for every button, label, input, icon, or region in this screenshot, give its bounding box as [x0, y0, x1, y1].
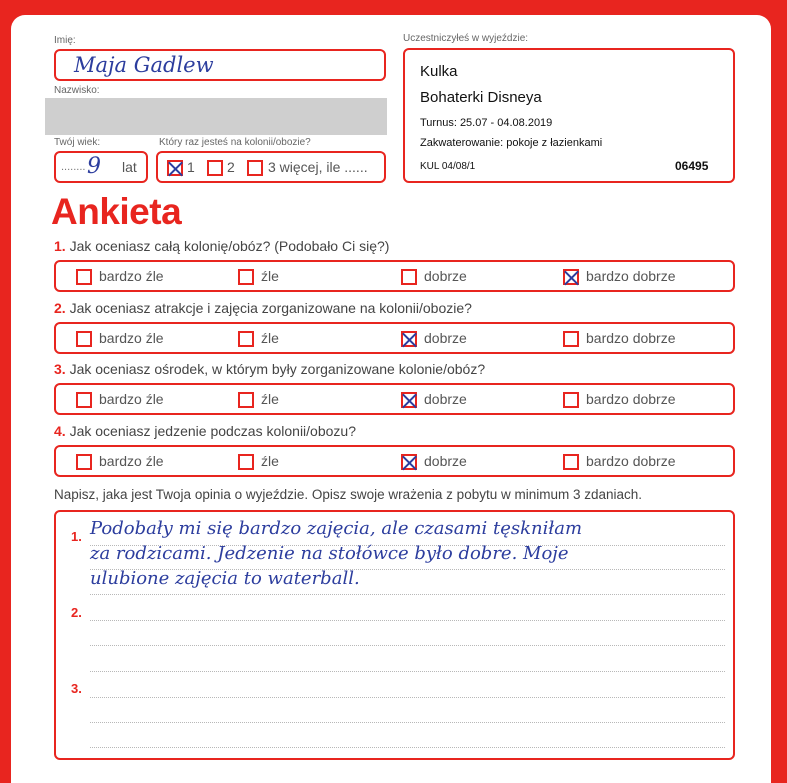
question-2-text: Jak oceniasz atrakcje i zajęcia zorganizowane na kolonii/obozie?	[69, 300, 472, 316]
opinion-number-3: 3.	[71, 681, 82, 696]
q1-option-zle: źle	[261, 268, 279, 284]
survey-sheet	[11, 15, 771, 783]
question-3-number: 3.	[54, 361, 66, 377]
q3-option-bardzo-dobrze: bardzo dobrze	[586, 391, 676, 407]
question-4-text: Jak oceniasz jedzenie podczas kolonii/obozu?	[69, 423, 356, 439]
opinion-box[interactable]	[54, 510, 735, 760]
times-label: Który raz jesteś na kolonii/obozie?	[159, 137, 311, 148]
redacted-surname	[45, 98, 387, 135]
times-option-1: 1	[187, 159, 195, 175]
surname-label: Nazwisko:	[54, 85, 100, 96]
question-1-answers	[54, 260, 735, 292]
q3-option-bardzo-zle: bardzo źle	[99, 391, 164, 407]
question-4-answers	[54, 445, 735, 477]
participant-label: Uczestniczyłeś w wyjeździe:	[403, 33, 529, 44]
question-1	[54, 238, 389, 254]
question-4	[54, 423, 356, 439]
times-field	[156, 151, 386, 183]
q1-checkbox-dobrze[interactable]	[401, 269, 417, 285]
question-3-answers	[54, 383, 735, 415]
times-checkbox-2[interactable]	[207, 160, 223, 176]
opinion-handwriting-line-2: za rodzicami. Jedzenie na stołówce było dobre. Moje	[90, 543, 569, 564]
q4-checkbox-bardzo-dobrze[interactable]	[563, 454, 579, 470]
camp-theme: Bohaterki Disneya	[420, 89, 542, 106]
age-unit: lat	[122, 159, 137, 175]
q2-checkbox-dobrze[interactable]	[401, 331, 417, 347]
opinion-handwriting-line-1: Podobały mi się bardzo zajęcia, ale czasami tęskniłam	[90, 518, 583, 539]
question-4-number: 4.	[54, 423, 66, 439]
camp-code: KUL 04/08/1	[420, 161, 476, 172]
camp-info-box	[403, 48, 735, 183]
q4-checkbox-dobrze[interactable]	[401, 454, 417, 470]
name-handwriting: Maja Gadlew	[74, 53, 214, 77]
q1-option-bardzo-dobrze: bardzo dobrze	[586, 268, 676, 284]
writing-line	[90, 620, 725, 621]
q4-checkbox-zle[interactable]	[238, 454, 254, 470]
question-1-number: 1.	[54, 238, 66, 254]
times-option-2: 2	[227, 159, 235, 175]
camp-name: Kulka	[420, 63, 458, 80]
q1-checkbox-zle[interactable]	[238, 269, 254, 285]
camp-number: 06495	[675, 159, 709, 173]
writing-line	[90, 697, 725, 698]
q1-checkbox-bardzo-dobrze[interactable]	[563, 269, 579, 285]
question-2	[54, 300, 472, 316]
q3-checkbox-dobrze[interactable]	[401, 392, 417, 408]
q3-checkbox-bardzo-dobrze[interactable]	[563, 392, 579, 408]
q1-option-dobrze: dobrze	[424, 268, 467, 284]
q3-checkbox-zle[interactable]	[238, 392, 254, 408]
q2-checkbox-bardzo-zle[interactable]	[76, 331, 92, 347]
q2-checkbox-zle[interactable]	[238, 331, 254, 347]
writing-line	[90, 594, 725, 595]
opinion-prompt: Napisz, jaka jest Twoja opinia o wyjeździe. Opisz swoje wrażenia z pobytu w minimum 3 zdaniach.	[54, 487, 643, 502]
q2-checkbox-bardzo-dobrze[interactable]	[563, 331, 579, 347]
age-field[interactable]	[54, 151, 148, 183]
q4-option-bardzo-dobrze: bardzo dobrze	[586, 453, 676, 469]
times-checkbox-3[interactable]	[247, 160, 263, 176]
question-3-text: Jak oceniasz ośrodek, w którym były zorganizowane kolonie/obóz?	[69, 361, 486, 377]
name-label: Imię:	[54, 35, 76, 46]
page-title: Ankieta	[51, 191, 182, 232]
q4-option-dobrze: dobrze	[424, 453, 467, 469]
turnus: Turnus: 25.07 - 04.08.2019	[420, 117, 553, 129]
q2-option-bardzo-dobrze: bardzo dobrze	[586, 330, 676, 346]
question-1-text: Jak oceniasz całą kolonię/obóz? (Podobało Ci się?)	[69, 238, 390, 254]
q2-option-bardzo-zle: bardzo źle	[99, 330, 164, 346]
writing-line	[90, 722, 725, 723]
age-label: Twój wiek:	[54, 137, 101, 148]
opinion-handwriting-line-3: ulubione zajęcia to waterball.	[90, 568, 360, 589]
q2-option-zle: źle	[261, 330, 279, 346]
writing-line	[90, 645, 725, 646]
age-handwriting: 9	[87, 154, 101, 179]
q4-option-bardzo-zle: bardzo źle	[99, 453, 164, 469]
q4-checkbox-bardzo-zle[interactable]	[76, 454, 92, 470]
question-2-number: 2.	[54, 300, 66, 316]
name-field[interactable]	[54, 49, 386, 81]
writing-line	[90, 747, 725, 748]
q1-option-bardzo-zle: bardzo źle	[99, 268, 164, 284]
zakwaterowanie: Zakwaterowanie: pokoje z łazienkami	[420, 137, 603, 149]
times-option-3: 3 więcej, ile ......	[268, 159, 368, 175]
q1-checkbox-bardzo-zle[interactable]	[76, 269, 92, 285]
age-dots: ........	[61, 161, 86, 173]
question-2-answers	[54, 322, 735, 354]
q4-option-zle: źle	[261, 453, 279, 469]
times-checkbox-1[interactable]	[167, 160, 183, 176]
q3-checkbox-bardzo-zle[interactable]	[76, 392, 92, 408]
opinion-number-2: 2.	[71, 605, 82, 620]
writing-line	[90, 671, 725, 672]
q2-option-dobrze: dobrze	[424, 330, 467, 346]
q3-option-zle: źle	[261, 391, 279, 407]
q3-option-dobrze: dobrze	[424, 391, 467, 407]
question-3	[54, 361, 485, 377]
opinion-number-1: 1.	[71, 529, 82, 544]
